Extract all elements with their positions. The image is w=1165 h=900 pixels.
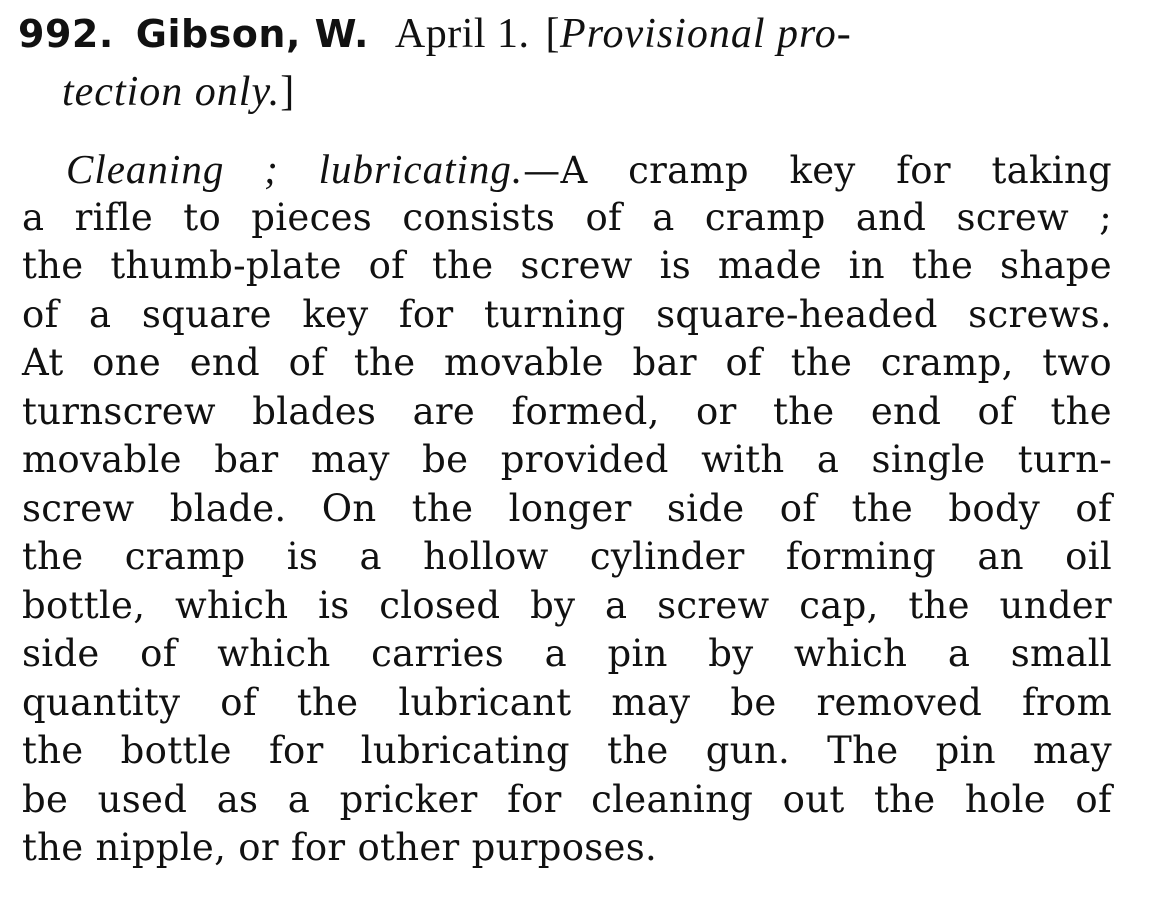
abstract-body [22,145,1112,873]
abstract-line-text: —A cramp key for taking [523,149,1112,192]
entry-heading-continued [62,66,295,118]
abstract-line: screw blade. On the longer side of the body of [22,486,1112,530]
abstract-line: the nipple, or for other purposes. [22,826,658,869]
entry-heading [18,8,1128,61]
abstract-line: a rifle to pieces consists of a cramp and screw ; [22,195,1112,239]
abstract-line: be used as a pricker for cleaning out the hole of [22,777,1112,821]
abstract-line: turnscrew blades are formed, or the end of the [22,389,1112,433]
bracket-close: ] [280,69,296,115]
abstract-line [22,145,1112,194]
abstract-line: the cramp is a hollow cylinder forming an oil [22,535,1112,578]
bracket-open: [ [545,11,561,57]
abstract-line: side of which carries a pin by which a small [22,632,1112,675]
entry-number: 992. [18,12,114,56]
abstract-line: the bottle for lubricating the gun. The pin may [22,729,1112,772]
abstract-line: At one end of the movable bar of the cramp, two [22,341,1112,384]
abstract-line: movable bar may be provided with a single turn- [22,438,1112,481]
abstract-line: of a square key for turning square-headed screws. [22,292,1112,336]
entry-date: April 1. [394,11,530,57]
abstract-line: bottle, which is closed by a screw cap, the under [22,583,1112,627]
abstract-line: the thumb-plate of the screw is made in the shape [22,244,1112,287]
provisional-note: Provisional pro- [560,11,852,57]
applicant-name: Gibson, W. [135,12,369,56]
abstract-line: quantity of the lubricant may be removed from [22,680,1112,724]
provisional-note-continued: tection only. [62,69,281,115]
subject-keywords: Cleaning ; lubricating. [66,146,524,192]
